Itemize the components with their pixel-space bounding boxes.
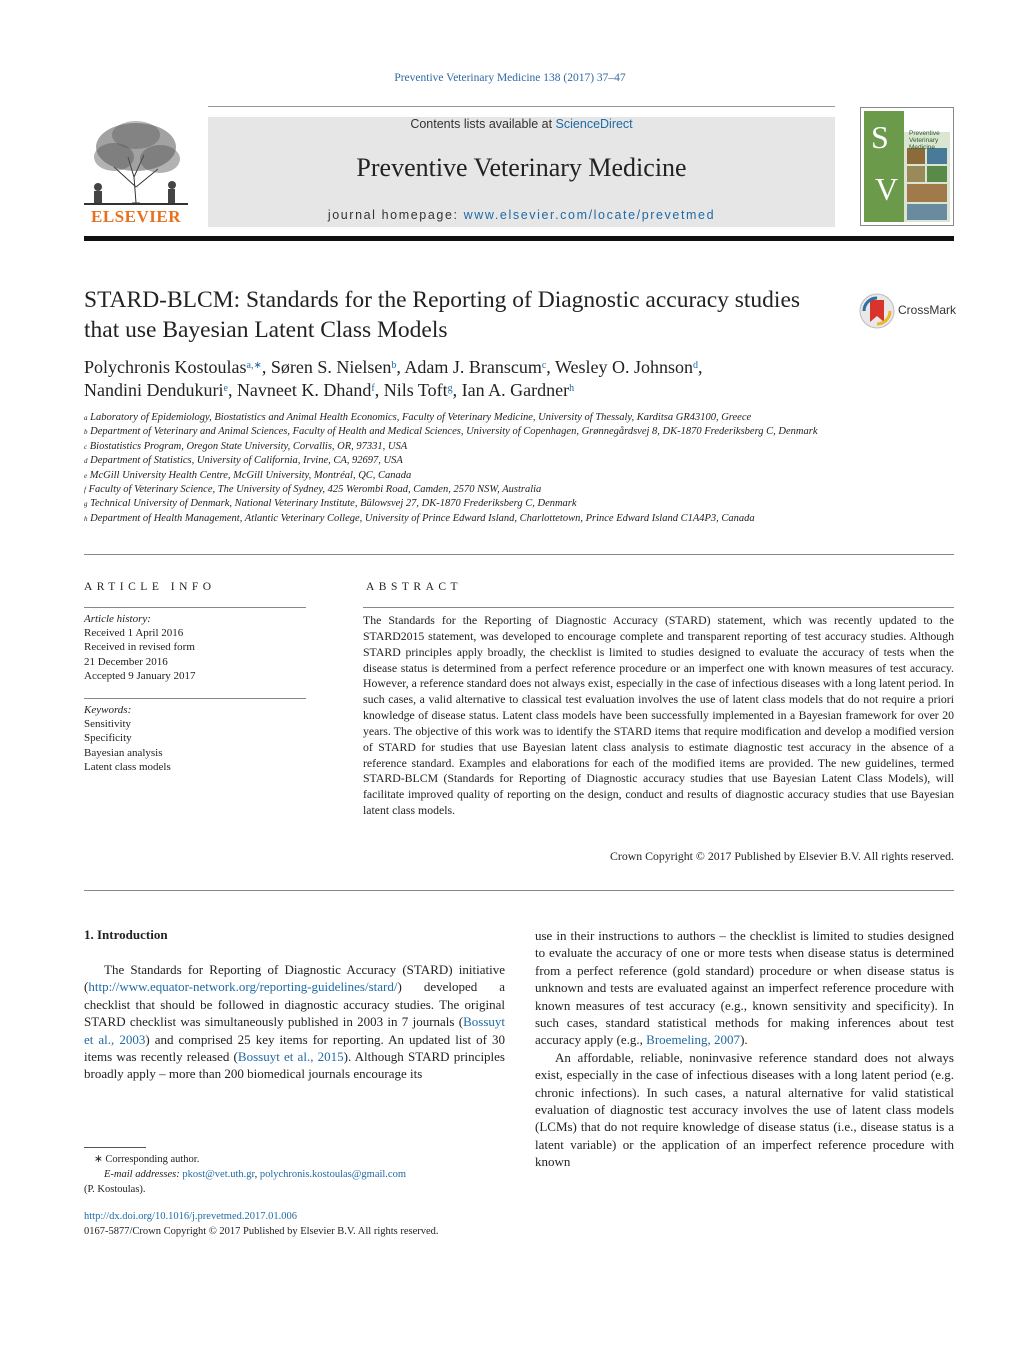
affiliation-text: Faculty of Veterinary Science, The University of Sydney, 425 Werombi Road, Camden, 2570 NSW, Australia bbox=[88, 484, 542, 496]
masthead-rule-bottom bbox=[84, 236, 954, 241]
affiliation bbox=[84, 440, 954, 454]
corresponding-author-note: ∗ Corresponding author. bbox=[94, 1154, 200, 1165]
author-name[interactable]: Nils Toft bbox=[383, 380, 448, 400]
divider bbox=[363, 607, 954, 608]
masthead-rule-top bbox=[208, 106, 835, 107]
author-separator: , bbox=[452, 380, 462, 400]
affiliation bbox=[84, 454, 954, 468]
author-affil-marker[interactable]: f bbox=[371, 383, 375, 394]
body-column-left bbox=[84, 961, 505, 1083]
cover-title-line: Preventive bbox=[909, 130, 940, 137]
email-label: E-mail addresses: bbox=[104, 1169, 183, 1180]
cover-title-line: Veterinary bbox=[909, 137, 939, 144]
intro-paragraph-1 bbox=[84, 961, 505, 1083]
affiliation-text: McGill University Health Centre, McGill University, Montréal, QC, Canada bbox=[89, 469, 412, 481]
affiliation bbox=[84, 469, 954, 483]
divider bbox=[84, 554, 954, 555]
author-affil-marker[interactable]: e bbox=[223, 383, 228, 394]
affiliation-key: c bbox=[84, 442, 88, 451]
email-link[interactable]: pkost@vet.uth.gr bbox=[182, 1169, 255, 1180]
sciencedirect-link[interactable]: ScienceDirect bbox=[555, 117, 633, 131]
article-title: STARD-BLCM: Standards for the Reporting of Diagnostic accuracy studies that use Bayesian Latent Class Models bbox=[84, 287, 801, 343]
affiliation-key: f bbox=[84, 486, 86, 495]
masthead bbox=[208, 117, 835, 227]
body-text: ). bbox=[740, 1032, 748, 1048]
email-line bbox=[84, 1167, 505, 1182]
history-label: Article history: bbox=[84, 613, 151, 625]
body-text: ) developed a checklist that should be followed in diagnostic accuracy studies. The original STARD checklist was simultaneously published in 2003 in 7 journals ( bbox=[84, 979, 505, 1030]
author-separator: , bbox=[698, 357, 703, 377]
author-separator: , bbox=[546, 357, 555, 377]
affiliation-key: b bbox=[84, 428, 88, 437]
author-affil-marker[interactable]: b bbox=[391, 360, 397, 371]
body-text: ). Although STARD principles broadly apply – more than 200 biomedical journals encourage its bbox=[84, 1049, 505, 1082]
history-item: Received in revised form bbox=[84, 641, 195, 654]
homepage-prefix: journal homepage: bbox=[327, 208, 464, 222]
keyword: Sensitivity bbox=[84, 718, 132, 731]
contents-prefix: Contents lists available at bbox=[410, 117, 556, 131]
author-list bbox=[84, 356, 914, 402]
keyword: Bayesian analysis bbox=[84, 746, 163, 759]
footnote bbox=[84, 1152, 505, 1197]
author-name[interactable]: Polychronis Kostoulas bbox=[84, 357, 247, 377]
article-history bbox=[84, 612, 306, 683]
issn-copyright: 0167-5877/Crown Copyright © 2017 Published by Elsevier B.V. All rights reserved. bbox=[84, 1226, 439, 1237]
affiliation bbox=[84, 483, 954, 497]
keyword: Latent class models bbox=[84, 760, 171, 773]
body-text: ) and comprised 25 key items for reporting. An updated list of 30 items was recently released ( bbox=[84, 1031, 505, 1065]
reference-link[interactable]: Broemeling, 2007 bbox=[646, 1032, 741, 1048]
body-text: An affordable, reliable, noninvasive reference standard does not always exist, especially in the case of infectious diseases with a long latent period (e.g. chronic infections). In such cases, a natural alternative for valid statistical evaluation of diagnostic test accuracy involves the use of latent class models (LCMs) that do not require knowledge of disease status (i.e., disease status is a latent variable) or the application of an imperfect reference procedure with known bbox=[535, 1049, 954, 1170]
affiliation-list bbox=[84, 411, 954, 526]
affiliation-key: e bbox=[84, 471, 88, 480]
author-separator: , bbox=[261, 357, 271, 377]
affiliation-text: Technical University of Denmark, National Veterinary Institute, Bülowsvej 27, DK-1870 Frederiksberg C, Denmark bbox=[90, 498, 577, 510]
cover-art bbox=[861, 108, 953, 225]
affiliation-text: Laboratory of Epidemiology, Biostatistics and Animal Health Economics, Faculty of Veterinary Medicine, University of Thessaly, Karditsa GR43100, Greece bbox=[90, 412, 752, 423]
affiliation-key: a bbox=[84, 414, 88, 422]
reference-link[interactable]: Bossuyt et al., 2015 bbox=[237, 1049, 344, 1065]
svg-text:V: V bbox=[875, 171, 899, 207]
affiliation-key: h bbox=[84, 514, 88, 523]
homepage-link[interactable]: www.elsevier.com/locate/prevetmed bbox=[463, 208, 716, 222]
body-column-right bbox=[535, 927, 954, 1171]
cover-title bbox=[909, 130, 940, 151]
contents-line bbox=[208, 117, 835, 131]
body-text: use in their instructions to authors – the checklist is limited to studies designed to evaluate the accuracy of one or more tests when disease status is determined from a perfect reference (gold standard) procedure or when disease status is unknown and tests are evaluated against an imperfect reference procedure with known measures of test accuracy (e.g., known sensitivity and specificity). In such cases, standard statistical methods for making inferences about test accuracy apply (e.g., bbox=[535, 928, 954, 1048]
cover-title-line: Medicine bbox=[909, 144, 936, 151]
author-name[interactable]: Ian A. Gardner bbox=[461, 380, 570, 400]
author-affil-marker[interactable]: g bbox=[447, 383, 453, 394]
abstract-text: The Standards for the Reporting of Diagnostic Accuracy (STARD) statement, which was recently updated to the STARD2015 statement, was developed to encourage complete and transparent reporting of test accuracy studies. Although STARD principles apply broadly, the checklist is limited to studies designed to evaluate the accuracy of tests when the disease status is determined from a perfect reference procedure or an imperfect one with known measures of test accuracy. However, a reference standard does not always exist, especially in the case of infectious diseases with a long latent period. In such cases, a valid alternative to classical test evaluation involves the use of latent class models that do not require a priori knowledge of disease status. Latent class models have been successfully implemented in a Bayesian framework for over 20 years. The objective of this work was to identify the STARD items that require modification and develop a modified version of STARD for studies that use Bayesian latent class analysis to estimate diagnostic test accuracy in the absence of a reference standard. Examples and elaborations for each of the modified items are provided. The new guidelines, termed STARD-BLCM (Standards for Reporting of Diagnostic accuracy studies that use Bayesian Latent Class Models), will facilitate improved quality of reporting on the design, conduct and results of diagnostic accuracy studies that use Bayesian latent class models. bbox=[363, 613, 954, 818]
history-item: Accepted 9 January 2017 bbox=[84, 669, 196, 682]
author-affil-marker[interactable]: d bbox=[693, 360, 699, 371]
divider bbox=[84, 607, 306, 608]
history-item: Received 1 April 2016 bbox=[84, 627, 184, 640]
reference-link[interactable]: http://www.equator-network.org/reporting-guidelines/stard/ bbox=[88, 979, 398, 995]
author-affil-marker[interactable]: a,∗ bbox=[246, 360, 262, 371]
author-separator: , bbox=[227, 380, 237, 400]
author-name[interactable]: Søren S. Nielsen bbox=[270, 357, 392, 377]
author-separator: , bbox=[374, 380, 384, 400]
doi-link[interactable]: http://dx.doi.org/10.1016/j.prevetmed.2017.01.006 bbox=[84, 1211, 297, 1222]
author-name[interactable]: Wesley O. Johnson bbox=[554, 357, 694, 377]
abstract-copyright: Crown Copyright © 2017 Published by Elsevier B.V. All rights reserved. bbox=[610, 849, 954, 863]
article-info-heading: ARTICLE INFO bbox=[84, 581, 216, 593]
crossmark-label: CrossMark bbox=[898, 303, 957, 317]
elsevier-wordmark: ELSEVIER bbox=[91, 207, 181, 226]
journal-citation[interactable]: Preventive Veterinary Medicine 138 (2017) 37–47 bbox=[394, 72, 626, 84]
footnote-author-name: (P. Kostoulas). bbox=[84, 1184, 146, 1195]
author-name[interactable]: Adam J. Branscum bbox=[404, 357, 542, 377]
intro-paragraph-1-cont bbox=[535, 927, 954, 1049]
author-affil-marker[interactable]: h bbox=[569, 383, 575, 394]
affiliation-text: Department of Veterinary and Animal Sciences, Faculty of Health and Medical Sciences, University of Copenhagen, Grønnegårdsvej 8, DK-1870 Frederiksberg C, Denmark bbox=[90, 426, 818, 438]
journal-name: Preventive Veterinary Medicine bbox=[356, 153, 687, 182]
affiliation-key: g bbox=[84, 500, 88, 509]
divider bbox=[84, 890, 954, 891]
email-link[interactable]: polychronis.kostoulas@gmail.com bbox=[259, 1169, 407, 1180]
reference-link[interactable]: Bossuyt et al., 2003 bbox=[84, 1014, 505, 1047]
author-affil-marker[interactable]: c bbox=[541, 360, 547, 371]
affiliation bbox=[84, 497, 954, 511]
section-heading-introduction: 1. Introduction bbox=[84, 927, 168, 942]
affiliation-key: d bbox=[84, 457, 88, 466]
affiliation-text: Department of Health Management, Atlantic Veterinary College, University of Prince Edward Island, Charlottetown, Prince Edward Island C1A4P3, Canada bbox=[90, 512, 755, 524]
affiliation-text: Department of Statistics, University of California, Irvine, CA, 92697, USA bbox=[90, 455, 403, 467]
svg-text:S: S bbox=[871, 119, 889, 155]
affiliation bbox=[84, 512, 954, 526]
affiliation bbox=[84, 425, 954, 439]
footnote-rule bbox=[84, 1147, 146, 1148]
author-name[interactable]: Nandini Dendukuri bbox=[84, 380, 224, 400]
author-separator: , bbox=[396, 357, 405, 377]
author-name[interactable]: Navneet K. Dhand bbox=[236, 380, 372, 400]
body-text: The Standards for Reporting of Diagnostic Accuracy (STARD) initiative ( bbox=[84, 962, 505, 995]
affiliation-text: Biostatistics Program, Oregon State University, Corvallis, OR, 97331, USA bbox=[89, 440, 408, 452]
abstract-heading: ABSTRACT bbox=[366, 581, 463, 593]
crossmark-icon bbox=[858, 292, 896, 330]
keywords-label: Keywords: bbox=[84, 704, 132, 716]
journal-homepage bbox=[208, 208, 835, 222]
intro-paragraph-2 bbox=[535, 1049, 954, 1171]
crossmark-badge[interactable] bbox=[858, 292, 958, 330]
divider bbox=[84, 698, 306, 699]
email-separator: , bbox=[254, 1169, 260, 1180]
affiliation bbox=[84, 411, 954, 425]
keywords bbox=[84, 703, 306, 774]
history-item: 21 December 2016 bbox=[84, 655, 168, 668]
journal-cover[interactable] bbox=[860, 107, 954, 226]
keyword: Specificity bbox=[84, 732, 132, 745]
